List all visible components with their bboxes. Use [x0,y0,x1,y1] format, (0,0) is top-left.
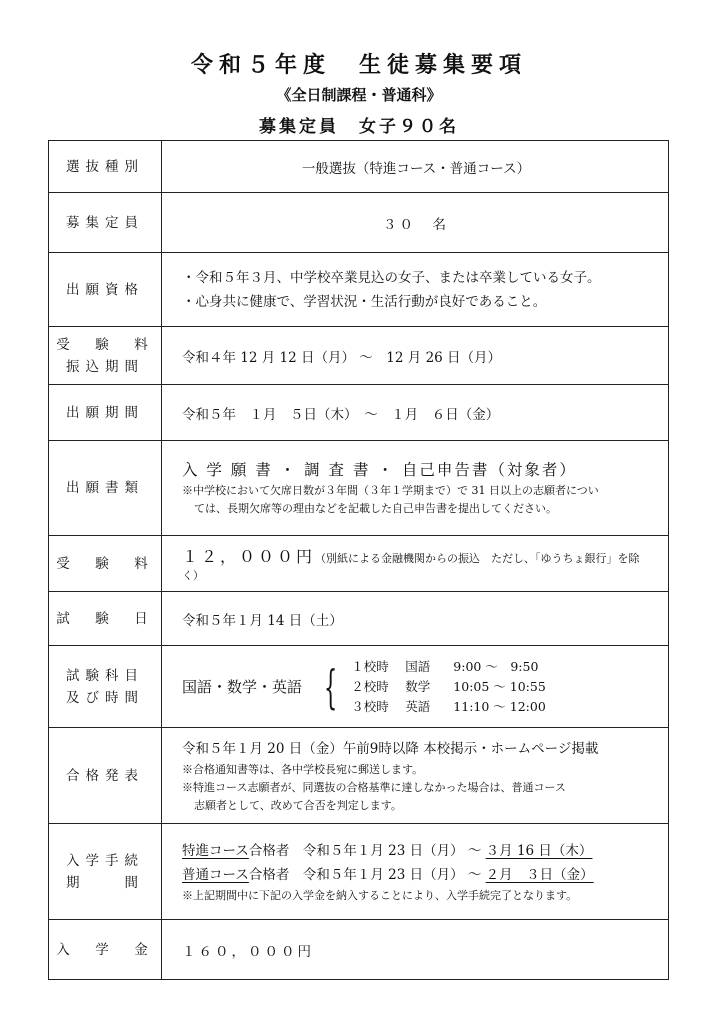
admission-table [48,140,669,980]
value-exam-fee [162,536,669,592]
label-eligibility: 出願資格 [49,253,162,327]
exam-fee-note: （別紙による金融機関からの振込 ただし、「ゆうちょ銀行」を除く） [182,552,640,582]
label-application-period: 出願期間 [49,385,162,441]
row-fee-period [49,327,669,385]
subjects-list: 国語・数学・英語 [182,678,303,696]
value-exam-date: 令和５年１月 14 日（土） [162,592,669,646]
label-quota: 募集定員 [49,193,162,253]
row-subjects [49,646,669,728]
label-exam-date: 試 験 日 [49,592,162,646]
procedure-regular: 普通コース合格者 令和５年１月 23 日（月） ～ ２月 ３日（金） [182,866,594,883]
period-row: ３校時 英語 11:10 ～ 12:00 [351,698,546,714]
results-main: 令和５年１月 20 日（金）午前9時以降 本校掲示・ホームページ掲載 [182,740,599,757]
value-procedures [162,824,669,920]
eligibility-item: ・令和５年３月、中学校卒業見込の女子、または卒業している女子。 [182,269,601,286]
label-line: 受 験 料 [56,336,154,353]
label-line: 入学手続 [66,852,144,869]
documents-note-cont: ては、長期欠席等の理由などを記載した自己申告書を提出してください。 [194,502,557,515]
label-line: 試験科目 [66,667,144,684]
row-application-period [49,385,669,441]
row-results [49,728,669,824]
label-selection: 選抜種別 [49,141,162,193]
value-results [162,728,669,824]
label-line: 期 間 [66,874,144,891]
row-procedures [49,824,669,920]
eligibility-item: ・心身共に健康で、学習状況・生活行動が良好であること。 [182,293,547,310]
label-documents: 出願書類 [49,441,162,536]
documents-main: 入 学 願 書 ・ 調 査 書 ・ 自己申告書（対象者） [182,461,577,479]
page-subtitle: 《全日制課程・普通科》 [276,86,442,104]
period-schedule [351,657,546,717]
value-selection: 一般選抜（特進コース・普通コース） [162,141,669,193]
label-admission-fee: 入 学 金 [49,920,162,980]
total-capacity: 募集定員 女子９０名 [259,117,459,137]
value-subjects [162,646,669,728]
row-selection [49,141,669,193]
row-documents [49,441,669,536]
value-fee-period: 令和４年 12 月 12 日（月） ～ 12 月 26 日（月） [162,327,669,385]
procedures-note: ※上記期間中に下記の入学金を納入することにより、入学手続完了となります。 [182,888,578,902]
value-quota: ３０ 名 [162,193,669,253]
results-note: ※合格通知書等は、各中学校長宛に郵送します。 [182,762,424,776]
procedure-special: 特進コース合格者 令和５年１月 23 日（月） ～ ３月 16 日（木） [182,842,593,859]
period-row: ２校時 数学 10:05 ～ 10:55 [351,678,546,694]
label-subjects [49,646,162,728]
value-application-period: 令和５年 １月 ５日（木） ～ １月 ６日（金） [162,385,669,441]
documents-note: ※中学校において欠席日数が３年間（３年１学期まで）で 31 日以上の志願者につい [182,484,599,497]
row-exam-fee [49,536,669,592]
results-note-cont: 志願者として、改めて合否を判定します。 [194,798,402,812]
label-exam-fee: 受 験 料 [49,536,162,592]
label-line: 及び時間 [66,689,144,706]
results-note: ※特進コース志願者が、同選抜の合格基準に達しなかった場合は、普通コース [182,780,566,794]
row-admission-fee [49,920,669,980]
page-title: 令和５年度 生徒募集要項 [190,52,527,78]
value-documents [162,441,669,536]
label-results: 合格発表 [49,728,162,824]
label-fee-period [49,327,162,385]
row-eligibility [49,253,669,327]
row-exam-date [49,592,669,646]
period-row: １校時 国語 9:00 ～ 9:50 [351,658,539,674]
exam-fee-amount: １２，０００円 [182,547,316,566]
value-eligibility [162,253,669,327]
label-procedures [49,824,162,920]
row-quota [49,193,669,253]
label-line: 振込期間 [66,358,144,375]
brace-icon: { [324,659,338,714]
value-admission-fee: １６０，０００円 [162,920,669,980]
